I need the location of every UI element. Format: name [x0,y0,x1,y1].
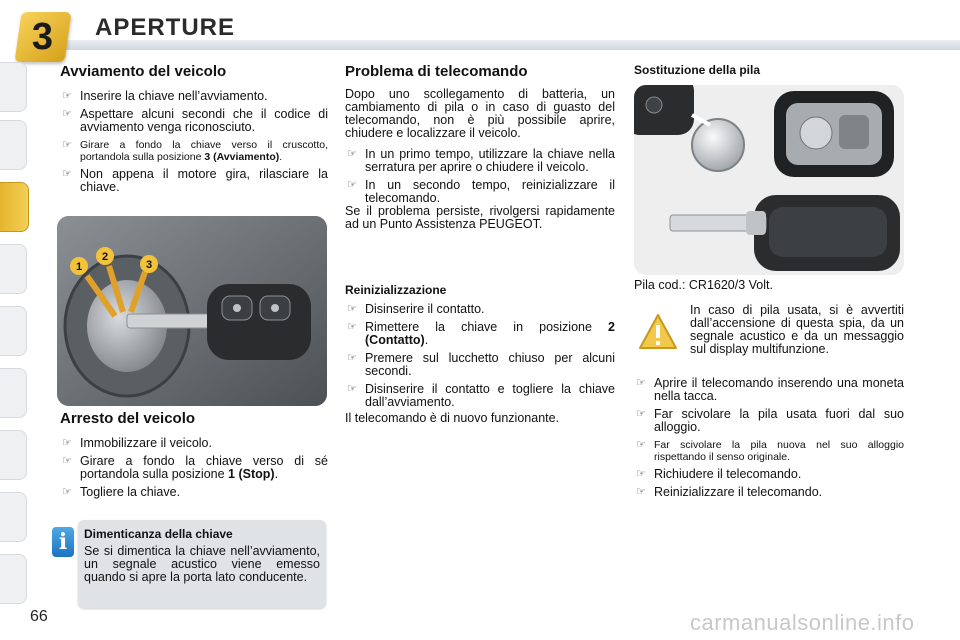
section-title-arresto: Arresto del veicolo [60,410,196,427]
problema-intro: Dopo uno scollegamento di batteria, un cambiamento di pila o in caso di guasto del telecomando, non è più possibile aprire, chiudere e localizzare il veicolo. [345,87,615,140]
list-item: ☞ Togliere la chiave. [62,485,181,499]
pointing-hand-icon: ☞ [347,383,357,395]
list-item: ☞ Far scivolare la pila nuova nel suo alloggio rispettando il senso originale. [636,439,904,463]
section-title-problema: Problema di telecomando [345,63,528,80]
pointing-hand-icon: ☞ [62,486,72,498]
watermark: carmanualsonline.info [690,610,915,635]
list-item: ☞ Richiudere il telecomando. [636,467,802,481]
pointing-hand-icon: ☞ [636,486,646,498]
list-item: ☞ Disinserire il contatto e togliere la chiave dall’avviamento. [347,382,615,409]
info-title: Dimenticanza della chiave [84,527,233,541]
position-label-3: 3 [145,259,153,271]
info-text: Se si dimentica la chiave nell’avviamento, un segnale acustico viene emesso quando si apre la porta lato conducente. [84,544,320,584]
page-number: 66 [30,608,48,625]
pointing-hand-icon: ☞ [636,468,646,480]
section-avviamento [60,63,328,199]
pointing-hand-icon: ☞ [62,139,72,151]
section-sostituzione-steps [634,377,904,504]
chapter-tab-6[interactable] [0,368,27,418]
chapter-tab-3-active[interactable] [0,182,29,232]
position-label-2: 2 [101,251,109,263]
chapter-tab-8[interactable] [0,492,27,542]
pointing-hand-icon: ☞ [62,168,72,180]
list-item: ☞ Rimettere la chiave in posizione 2 (Contatto). [347,320,615,347]
chapter-tab-4[interactable] [0,244,27,294]
section-title-reinizializzazione: Reinizializzazione [345,283,447,297]
ignition-key-photo [57,216,327,406]
page-title: APERTURE [95,14,236,41]
list-item: ☞ In un primo tempo, utilizzare la chiave nella serratura per aprire o chiudere il veicolo. [347,147,615,174]
pointing-hand-icon: ☞ [62,437,72,449]
info-content [84,527,320,584]
section-problema [345,63,615,231]
list-item: ☞ Far scivolare la pila usata fuori dal suo alloggio. [636,407,904,434]
pointing-hand-icon: ☞ [636,439,646,451]
chapter-badge [14,12,71,62]
problema-note: Se il problema persiste, rivolgersi rapidamente ad un Punto Assistenza PEUGEOT. [345,204,615,231]
section-title-sostituzione: Sostituzione della pila [634,63,761,77]
list-item: ☞ Premere sul lucchetto chiuso per alcuni secondi. [347,351,615,378]
chapter-number: 3 [32,15,54,58]
pointing-hand-icon: ☞ [62,455,72,467]
list-item: ☞ In un secondo tempo, reinizializzare il telecomando. [347,178,615,205]
battery-code: Pila cod.: CR1620/3 Volt. [634,278,773,292]
pointing-hand-icon: ☞ [62,90,72,102]
pointing-hand-icon: ☞ [62,108,72,120]
reinizializzazione-closing: Il telecomando è di nuovo funzionante. [345,411,560,425]
pointing-hand-icon: ☞ [636,408,646,420]
section-sostituzione [634,63,904,77]
list-item: ☞ Disinserire il contatto. [347,302,485,316]
list-item: ☞ Inserire la chiave nell’avviamento. [62,89,268,103]
section-arresto [60,410,328,504]
pointing-hand-icon: ☞ [636,377,646,389]
warning-icon [638,312,678,352]
chapter-tab-9[interactable] [0,554,27,604]
list-item: ☞ Girare a fondo la chiave verso di sé portandola sulla posizione 1 (Stop). [62,454,328,481]
list-item: ☞ Aspettare alcuni secondi che il codice di avviamento venga riconosciuto. [62,107,328,134]
pointing-hand-icon: ☞ [347,303,357,315]
list-item: ☞ Immobilizzare il veicolo. [62,436,212,450]
list-item: ☞ Aprire il telecomando inserendo una moneta nella tacca. [636,376,904,403]
remote-battery-photo [634,85,904,275]
position-label-1: 1 [75,261,83,273]
pointing-hand-icon: ☞ [347,321,357,333]
warning-text: In caso di pila usata, si è avvertiti dall’accensione di questa spia, da un segnale acustico e da un messaggio sul display multifunzione. [690,303,904,356]
pointing-hand-icon: ☞ [347,179,357,191]
list-item: ☞ Non appena il motore gira, rilasciare la chiave. [62,167,328,194]
section-reinizializzazione [345,283,615,425]
chapter-tab-5[interactable] [0,306,27,356]
pointing-hand-icon: ☞ [347,148,357,160]
chapter-tab-2[interactable] [0,120,27,170]
chapter-tab-1[interactable] [0,62,27,112]
list-item: ☞ Girare a fondo la chiave verso il cruscotto, portandola sulla posizione 3 (Avviamento). [62,139,328,163]
section-title-avviamento: Avviamento del veicolo [60,63,227,80]
chapter-tab-7[interactable] [0,430,27,480]
pointing-hand-icon: ☞ [347,352,357,364]
info-icon: i [52,527,74,557]
list-item: ☞ Reinizializzare il telecomando. [636,485,823,499]
